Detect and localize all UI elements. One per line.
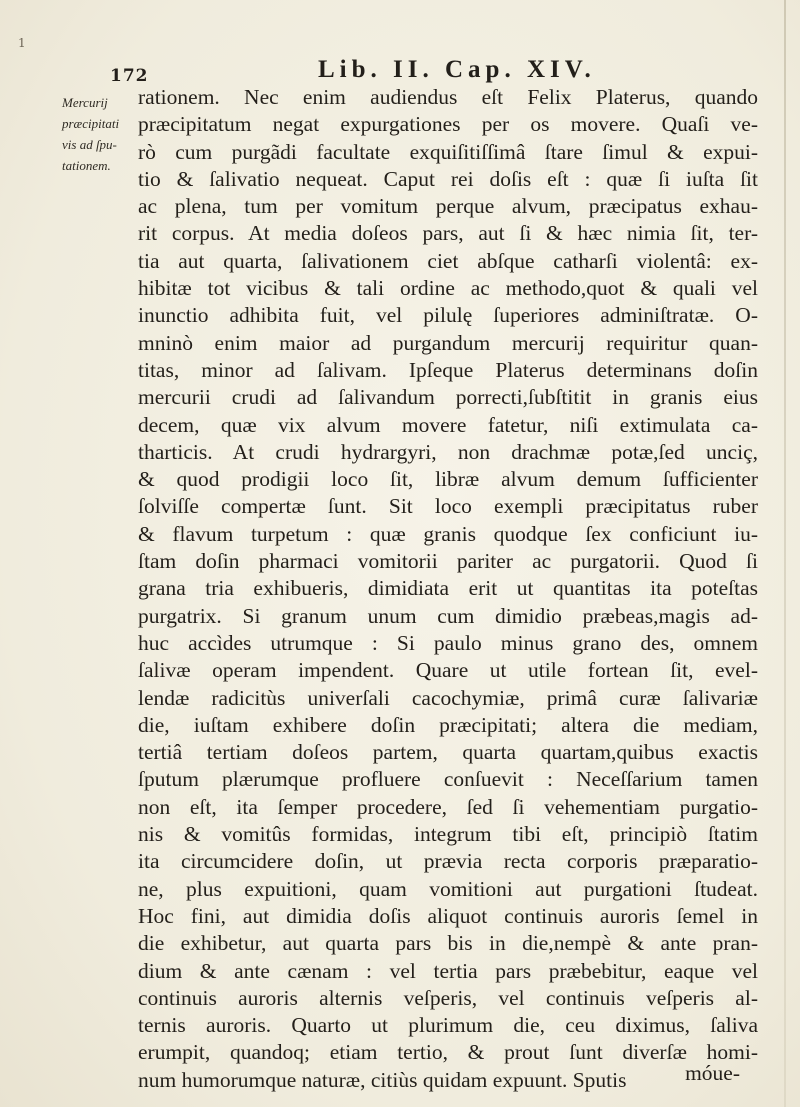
text-line: non eſt, ita ſemper procedere, ſed ſi vehementiam purgatio- [138,794,758,819]
text-line: & flavum turpetum : quæ granis quodque ſex conficiunt iu- [138,521,758,546]
text-line: rit corpus. At media doſeos pars, aut ſi & hæc nimia ſit, ter- [138,221,758,246]
text-line: & quod prodigii loco ſit, libræ alvum demum ſufficienter [138,467,758,492]
text-line: Hoc fini, aut dimidia doſis aliquot continuis auroris ſemel in [138,903,758,928]
catchword: móue- [685,1061,740,1085]
text-line: ita circumcidere doſin, ut prævia recta corporis præparatio- [138,849,758,874]
text-line: rò cum purgãdi facultate exquiſitiſſimâ ſtare ſimul & expui- [138,139,758,164]
text-line: rationem. Nec enim audiendus eſt Felix Platerus, quando [138,85,758,109]
text-line: purgatrix. Si granum unum cum dimidio præbeas,magis ad- [138,603,758,628]
text-line: tio & ſalivatio nequeat. Caput rei doſis eſt : quæ ſi iuſta ſit [138,166,758,191]
text-line: ne, plus expuitioni, quam vomitioni aut purgationi ſtudeat. [138,876,758,901]
text-line: præcipitatum negat expurgationes per os movere. Quaſi ve- [138,112,758,137]
margin-note: Mercurij præcipitati vis ad ſpu- tationem. [62,95,120,173]
text-line: hibitæ tot vicibus & tali ordine ac methodo,quot & quali vel [138,276,758,301]
running-head: Lib. II. Cap. XIV. [318,56,596,83]
corner-mark: 1 [18,36,26,50]
text-line: titas, minor ad ſalivam. Ipſeque Platerus determinans doſin [138,357,758,382]
text-line: tertiâ tertiam doſeos partem, quarta quartam,quibus exactis [138,740,758,765]
page-edge [784,0,786,1107]
text-line: lendæ radicitùs univerſali cacochymiæ, primâ curæ ſalivariæ [138,685,758,710]
text-line: nis & vomitûs formidas, integrum tibi eſt, principiò ſtatim [138,822,758,847]
text-line: grana tria exhibueris, dimidiata erit ut quantitas ita poteſtas [138,576,758,601]
text-line: ac plena, tum per vomitum perque alvum, præcipatus exhau- [138,194,758,219]
text-line: ſolviſſe compertæ ſunt. Sit loco exempli præcipitatus ruber [138,494,758,519]
page-number: 172 [110,66,149,86]
text-line: huc accìdes utrumque : Si paulo minus grano des, omnem [138,630,758,655]
text-line: tia aut quarta, ſalivationem ciet abſque catharſi violentâ: ex- [138,248,758,273]
text-line: decem, quæ vix alvum movere fatetur, niſi extimulata ca- [138,412,758,437]
text-line: ſalivæ operam impendent. Quare ut utile fortean ſit, evel- [138,658,758,683]
text-line: mninò enim maior ad purgandum mercurij requiritur quan- [138,330,758,355]
text-line: inunctio adhibita fuit, vel pilulę ſuperiores adminiſtratæ. O- [138,303,758,328]
body-text [138,84,758,1094]
text-line: num humorumque naturæ, citiùs quidam expuunt. Sputis [138,1067,627,1092]
text-line: mercurii crudi ad ſalivandum porrecti,ſubſtitit in granis eius [138,385,758,410]
text-line: continuis auroris alternis veſperis, vel continuis veſperis al- [138,985,758,1010]
text-line: tharticis. At crudi hydrargyri, non drachmæ potæ,ſed unciç, [138,439,758,464]
text-line: die exhibetur, aut quarta pars bis in die,nempè & ante pran- [138,931,758,956]
text-line: die, iuſtam exhibere doſin præcipitati; altera die mediam, [138,712,758,737]
text-line: ſtam doſin pharmaci vomitorii pariter ac purgatorii. Quod ſi [138,549,758,574]
text-line: ternis auroris. Quarto ut plurimum die, ceu diximus, ſaliva [138,1013,758,1038]
text-line: ſputum plærumque profluere conſuevit : Neceſſarium tamen [138,767,758,792]
text-line: dium & ante cænam : vel tertia pars præbebitur, eaque vel [138,958,758,983]
text-line: erumpit, quandoq; etiam tertio, & prout ſunt diverſæ homi- [138,1040,758,1065]
